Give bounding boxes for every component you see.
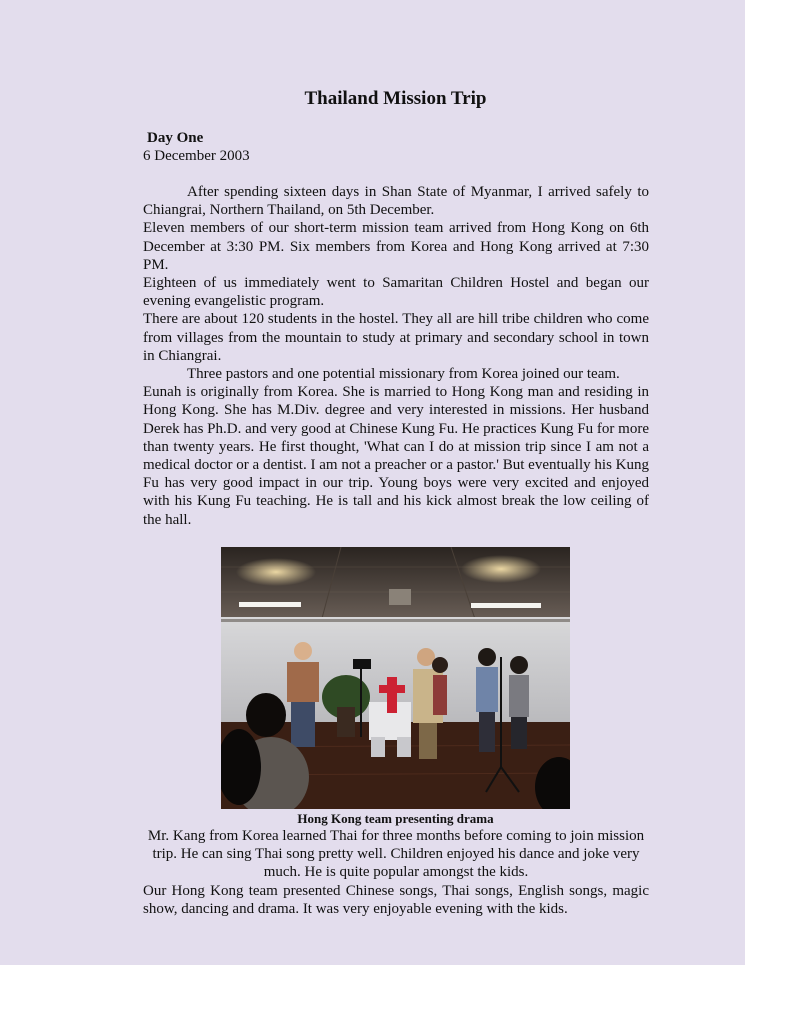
centered-paragraph: Mr. Kang from Korea learned Thai for three months before coming to join mission trip. He can sing Thai song pretty well. Children enjoyed his dance and joke very much. He is quite popular amongst the kids.: [147, 828, 645, 881]
paragraph: There are about 120 students in the hostel. They all are hill tribe children who come from villages from the mountain to study at primary and secondary school in town in Chiangrai.: [143, 311, 649, 364]
body-text: [143, 183, 649, 529]
day-heading: Day One: [147, 130, 204, 146]
day-date: 6 December 2003: [143, 148, 250, 164]
document-title: Thailand Mission Trip: [304, 88, 487, 109]
drama-photo: [221, 547, 570, 809]
final-paragraph: Our Hong Kong team presented Chinese songs, Thai songs, English songs, magic show, dancing and drama. It was very enjoyable evening with the kids.: [143, 883, 649, 918]
paragraph: Eleven members of our short-term mission team arrived from Hong Kong on 6th December at 3:30 PM. Six members from Korea and Hong Kong arrived at 7:30 PM.: [143, 220, 649, 273]
paragraph: After spending sixteen days in Shan State of Myanmar, I arrived safely to Chiangrai, Northern Thailand, on 5th December.: [143, 184, 649, 219]
paragraph: Three pastors and one potential missionary from Korea joined our team.: [187, 366, 620, 383]
paragraph: Eighteen of us immediately went to Samaritan Children Hostel and began our evening evangelistic program.: [143, 275, 649, 310]
photo-caption: Hong Kong team presenting drama: [297, 811, 494, 826]
paragraph: Eunah is originally from Korea. She is married to Hong Kong man and residing in Hong Kong. She has M.Div. degree and very interested in missions. Her husband Derek has Ph.D. and very good at Chinese Kung Fu. He practices Kung Fu for more than twenty years. He first thought, 'What can I do at mission trip since I am not a medical doctor or a dentist. I am not a preacher or a pastor.' But eventually his Kung Fu has very good impact in our trip. Young boys were very excited and enjoyed with his Kung Fu teaching. He is tall and his kick almost break the low ceiling of the hall.: [143, 384, 649, 528]
